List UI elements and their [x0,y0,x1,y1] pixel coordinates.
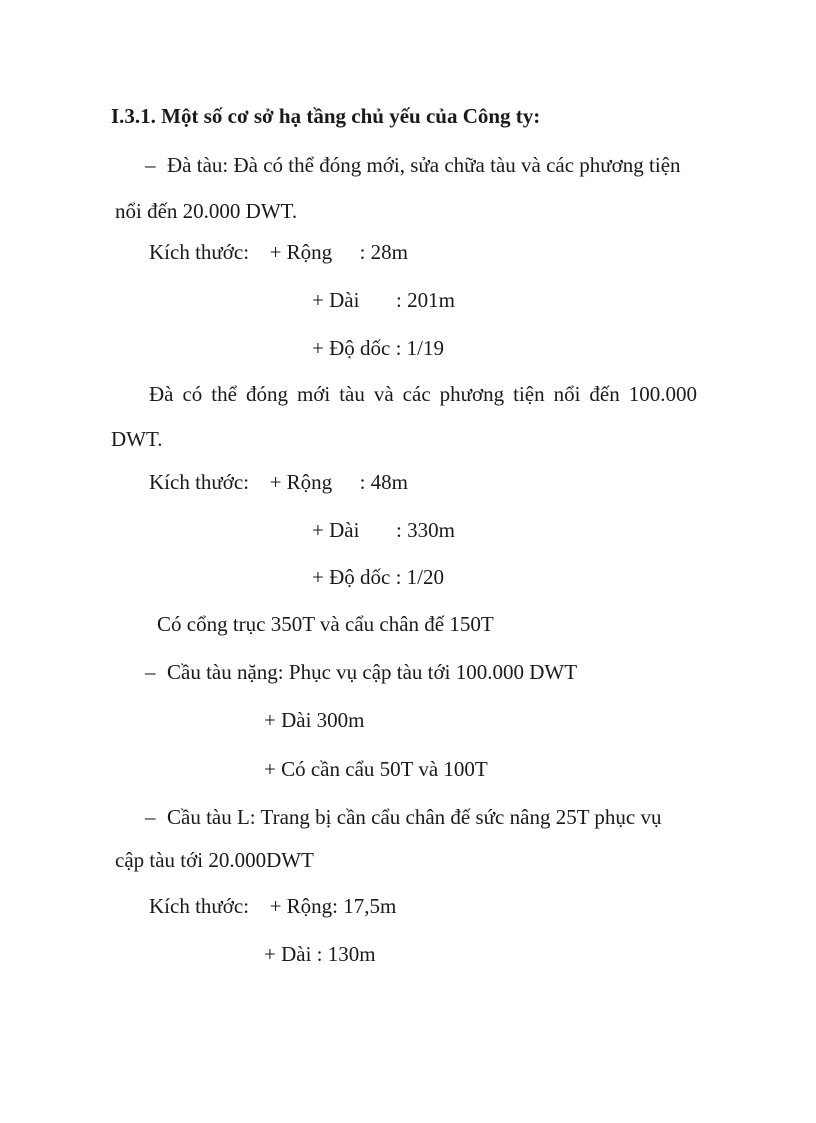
da-tau-1-line1: Đà tàu: Đà có thể đóng mới, sửa chữa tàu và các phương tiện [167,153,681,177]
width-value: : 28m [359,240,408,264]
bullet-dash: – [145,805,156,829]
cau-tau-l-line2: cập tàu tới 20.000DWT [115,848,314,872]
bullet-dash: – [145,660,156,684]
cau-tau-nang-line1: Cầu tàu nặng: Phục vụ cập tàu tới 100.000 DWT [167,660,578,684]
da-tau-2-length-row [312,516,455,544]
da-tau-1-line2: nổi đến 20.000 DWT. [115,199,298,223]
cau-tau-l-length: + Dài : 130m [264,942,376,966]
size-label: Kích thước: [149,470,250,494]
bullet-dash: – [145,153,156,177]
section-heading: I.3.1. Một số cơ sở hạ tầng chủ yếu của Công ty: [111,104,541,128]
size-label: Kích thước: [149,894,250,918]
da-tau-2-line1: Đà có thể đóng mới tàu và các phương tiện nổi đến 100.000 [149,382,697,406]
cau-tau-l-size-row [149,892,396,920]
da-tau-1-length-row [312,286,455,314]
da-tau-1-size-row [149,238,408,266]
width-value: : 48m [359,470,408,494]
width-key: + Rộng [269,470,333,494]
width-entry: + Rộng: 17,5m [269,894,397,918]
length-value: : 330m [396,518,455,542]
da-tau-2-slope: + Độ dốc : 1/20 [312,565,444,589]
bullet-da-tau-1 [145,151,681,179]
length-key: + Dài [312,518,360,542]
width-key: + Rộng [269,240,333,264]
cau-tau-nang-length: + Dài 300m [264,708,365,732]
bullet-cau-tau-nang [145,658,577,686]
size-label: Kích thước: [149,240,250,264]
length-key: + Dài [312,288,360,312]
cau-tau-l-line1: Cầu tàu L: Trang bị cần cẩu chân đế sức nâng 25T phục vụ [167,805,662,829]
length-value: : 201m [396,288,455,312]
bullet-cau-tau-l [145,803,661,831]
da-tau-1-slope: + Độ dốc : 1/19 [312,336,444,360]
da-tau-2-size-row [149,468,408,496]
cau-tau-nang-cranes: + Có cần cẩu 50T và 100T [264,757,488,781]
da-tau-2-line2: DWT. [111,427,163,451]
da-tau-2-crane: Có cổng trục 350T và cẩu chân đế 150T [157,612,494,636]
